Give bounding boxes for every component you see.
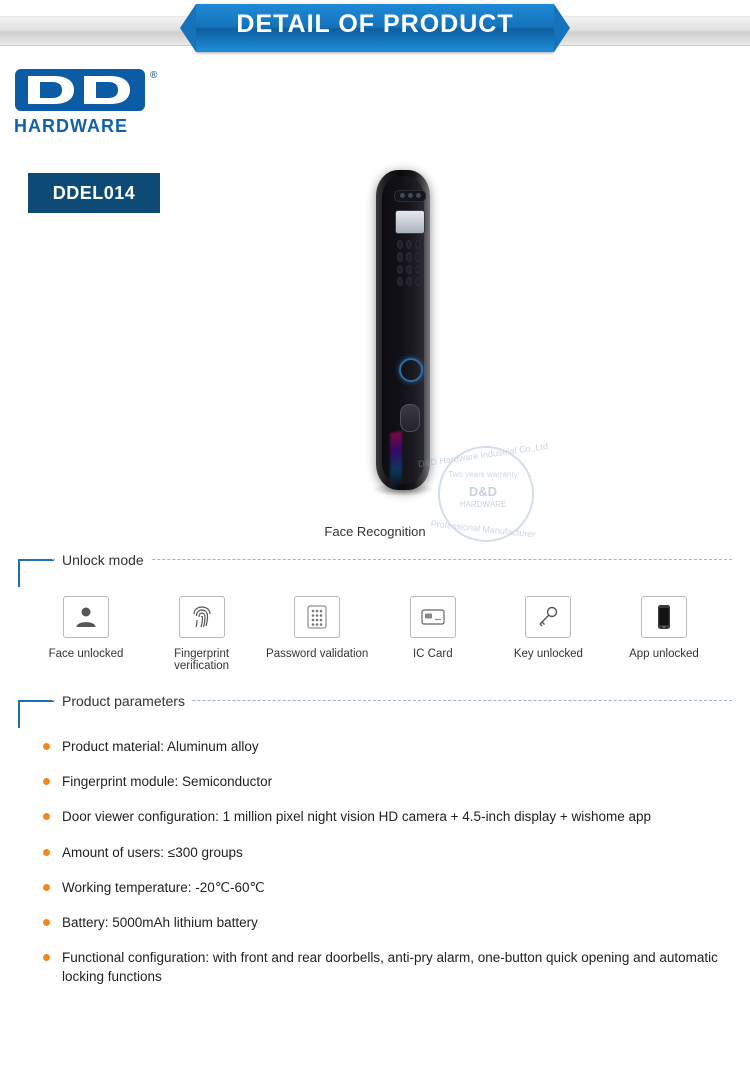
product-parameters-section (18, 693, 732, 719)
fingerprint-icon (179, 596, 225, 638)
unlock-label-fingerprint: Fingerprint verification (174, 648, 230, 672)
unlock-label-password: Password validation (266, 648, 369, 660)
list-item: Amount of users: ≤300 groups (40, 844, 730, 862)
product-image (0, 150, 750, 550)
key-icon (525, 596, 571, 638)
ic-card-icon (410, 596, 456, 638)
brand-subtitle: HARDWARE (14, 116, 128, 136)
smart-lock-faceplate (382, 176, 424, 484)
display-screen (395, 210, 425, 234)
keypad-icon (397, 240, 421, 286)
unlock-mode-heading (18, 552, 732, 578)
model-code-badge: DDEL014 (28, 173, 160, 213)
product-parameters-heading (18, 693, 732, 719)
section-dashed-rule (52, 559, 732, 560)
list-item: Functional configuration: with front and rear doorbells, anti-pry alarm, one-button quick opening and automatic locking functions (40, 949, 730, 985)
registered-mark: ® (150, 70, 158, 81)
product-parameters-title: Product parameters (56, 693, 191, 709)
unlock-mode-section (18, 552, 732, 578)
page-header (0, 0, 750, 62)
unlock-label-app: App unlocked (629, 648, 699, 660)
logo-mark-icon (14, 68, 146, 112)
section-corner-decoration (18, 559, 54, 587)
watermark-bottom-text: Professional Manufacturer (430, 518, 536, 540)
camera-icon (394, 190, 426, 202)
watermark-top-text: D&D Hardware Industrial Co.,Ltd (417, 440, 549, 470)
list-item: Fingerprint module: Semiconductor (40, 773, 730, 791)
section-corner-decoration (18, 700, 54, 728)
unlock-label-face: Face unlocked (48, 648, 124, 660)
list-item: Door viewer configuration: 1 million pixel night vision HD camera + 4.5-inch display + wishome app (40, 808, 730, 826)
unlock-label-key: Key unlocked (513, 648, 583, 660)
page-title: DETAIL OF PRODUCT (236, 10, 514, 38)
unlock-mode-title: Unlock mode (56, 552, 150, 568)
decorative-light-streak (390, 431, 402, 490)
brand-logo (14, 68, 194, 137)
unlock-item-password (261, 596, 373, 672)
watermark-brand: D&D (468, 484, 498, 499)
unlock-item-app (608, 596, 720, 672)
fingerprint-reader-icon (400, 404, 420, 432)
unlock-item-key (492, 596, 604, 672)
face-icon (63, 596, 109, 638)
keypad-icon (294, 596, 340, 638)
unlock-label-ic-card: IC Card (412, 648, 453, 660)
phone-app-icon (641, 596, 687, 638)
list-item: Product material: Aluminum alloy (40, 738, 730, 756)
unlock-item-fingerprint (146, 596, 258, 672)
unlock-mode-icons (18, 596, 732, 672)
list-item: Battery: 5000mAh lithium battery (40, 914, 730, 932)
unlock-item-face (30, 596, 142, 672)
list-item: Working temperature: -20℃-60℃ (40, 879, 730, 897)
watermark-middle-text: Two years warranty (448, 470, 518, 479)
product-caption: Face Recognition (324, 524, 426, 539)
watermark-brand-sub: HARDWARE (459, 500, 507, 509)
indicator-ring-icon (399, 358, 423, 382)
unlock-item-ic-card (377, 596, 489, 672)
product-parameters-list (40, 738, 730, 1003)
